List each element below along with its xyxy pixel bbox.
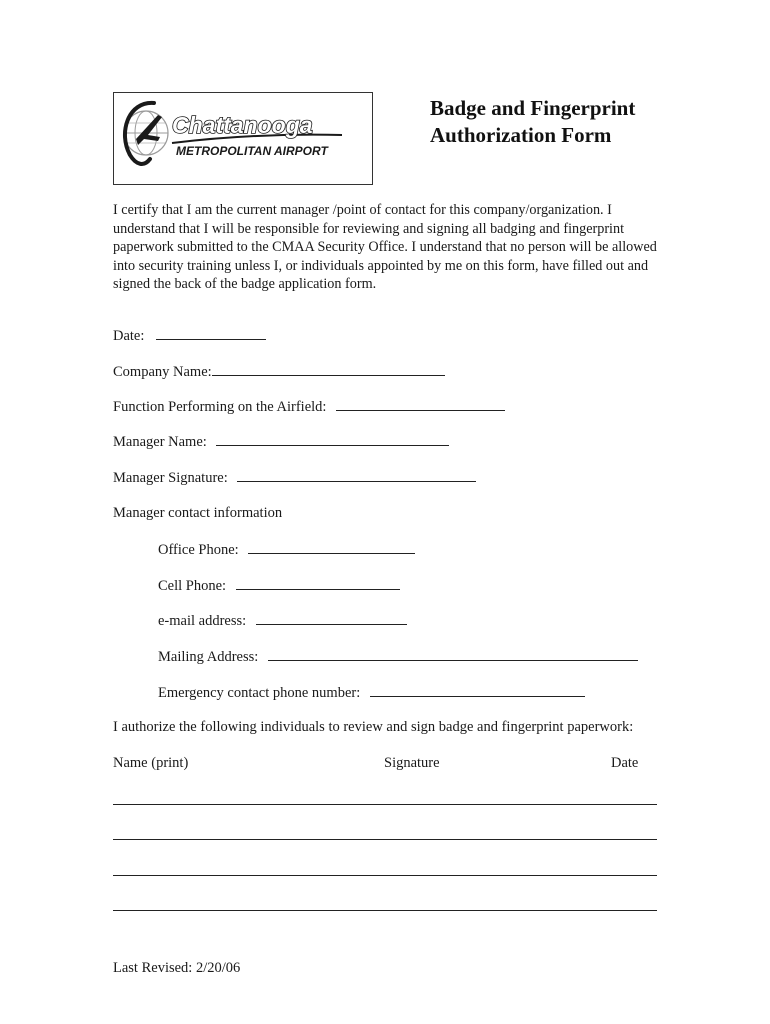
mailing-address-input-line[interactable] [268,647,638,661]
authorized-row-3[interactable] [113,875,657,876]
company-input-line[interactable] [212,362,445,376]
column-date: Date [611,755,639,771]
company-field [113,362,445,381]
logo-subtitle: METROPOLITAN AIRPORT [176,144,328,158]
office-phone-label: Office Phone: [158,542,239,558]
date-label: Date: [113,328,145,344]
form-title [430,95,635,149]
authorized-row-1[interactable] [113,804,657,805]
manager-name-input-line[interactable] [216,432,449,446]
email-label: e-mail address: [158,613,247,629]
logo-name: Chattanooga [172,112,313,138]
mailing-address-field [158,647,638,666]
manager-signature-field [113,468,476,487]
emergency-phone-label: Emergency contact phone number: [158,685,361,701]
title-line-2: Authorization Form [430,123,612,147]
cell-phone-input-line[interactable] [236,576,400,590]
mailing-address-label: Mailing Address: [158,649,259,665]
authorize-statement: I authorize the following individuals to review and sign badge and fingerprint paperwork: [113,719,634,735]
date-input-line[interactable] [156,326,266,340]
email-input-line[interactable] [256,611,407,625]
airport-logo-icon [114,93,372,184]
authorized-row-4[interactable] [113,910,657,911]
last-revised: Last Revised: 2/20/06 [113,960,241,976]
contact-heading: Manager contact information [113,505,283,521]
manager-signature-label: Manager Signature: [113,470,228,486]
logo-box [113,92,373,185]
cell-phone-label: Cell Phone: [158,578,227,594]
cell-phone-field [158,576,400,595]
office-phone-field [158,540,415,559]
function-input-line[interactable] [336,397,505,411]
email-field [158,611,407,630]
function-label: Function Performing on the Airfield: [113,399,327,415]
manager-name-field [113,432,449,451]
emergency-phone-input-line[interactable] [370,683,585,697]
certification-text: I certify that I am the current manager /point of contact for this company/organization. I understand that I will be responsible for reviewing and signing all badging and fingerprint paperwork submitted to the CMAA Security Office. I understand that no person will be allowed into security training unless I, or individuals appointed by me on this form, have filled out and signed the back of the badge application form. [113,202,657,293]
column-name-print: Name (print) [113,755,189,771]
manager-name-label: Manager Name: [113,434,207,450]
office-phone-input-line[interactable] [248,540,415,554]
company-label: Company Name: [113,364,212,380]
emergency-phone-field [158,683,585,702]
manager-signature-input-line[interactable] [237,468,476,482]
function-field [113,397,505,416]
title-line-1: Badge and Fingerprint [430,96,636,120]
column-signature: Signature [384,755,440,771]
authorized-row-2[interactable] [113,839,657,840]
date-field [113,326,266,345]
